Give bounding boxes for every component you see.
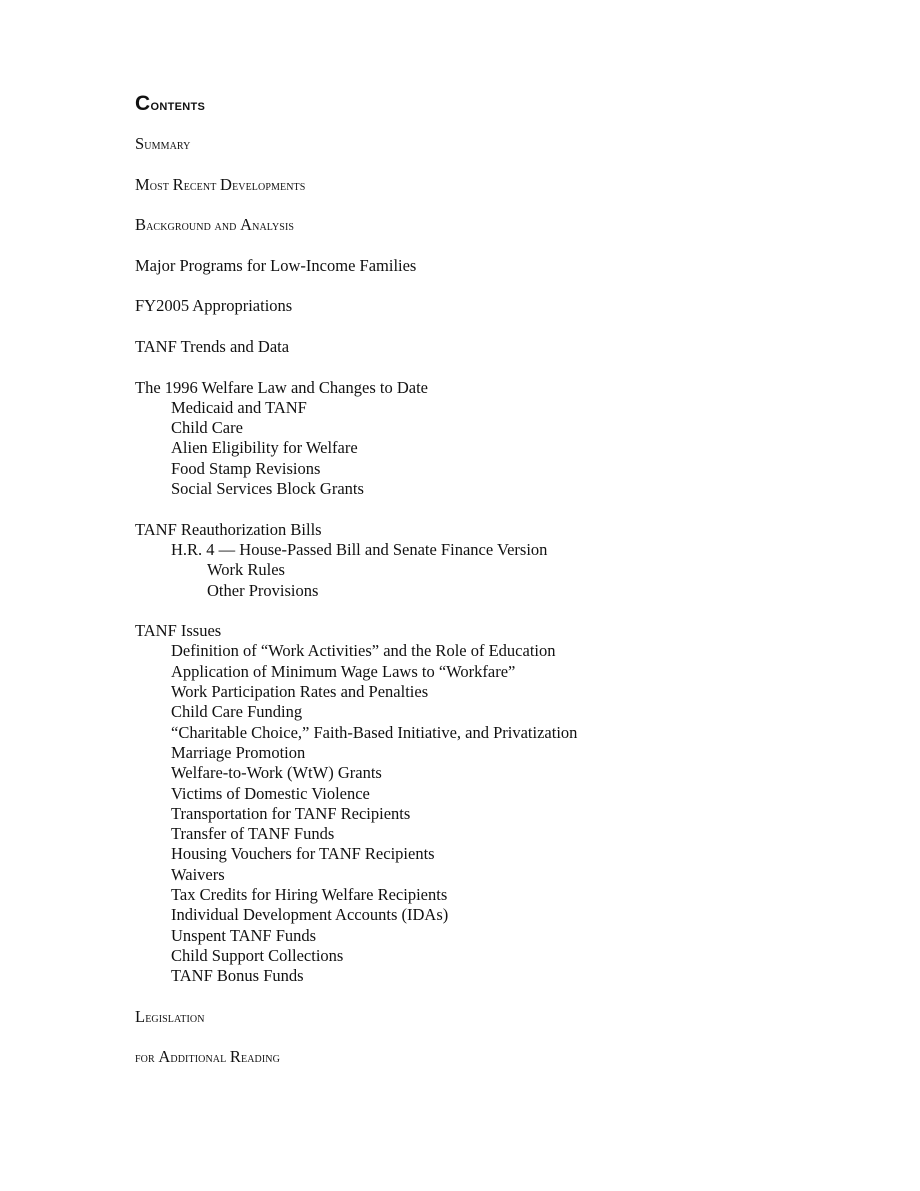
toc-welfare-law-subitems bbox=[135, 398, 855, 499]
toc-subitem[interactable]: Transportation for TANF Recipients bbox=[171, 803, 411, 823]
toc-subitem[interactable]: Victims of Domestic Violence bbox=[171, 783, 370, 803]
toc-page bbox=[135, 92, 855, 1068]
toc-hr4-subitems bbox=[135, 560, 855, 601]
toc-summary[interactable]: Summary bbox=[135, 134, 191, 153]
toc-subitem[interactable]: Housing Vouchers for TANF Recipients bbox=[171, 844, 435, 864]
table-of-contents bbox=[135, 134, 855, 1068]
toc-subitem[interactable]: Child Care Funding bbox=[171, 702, 303, 722]
contents-heading bbox=[135, 92, 855, 118]
toc-subitem[interactable]: Welfare-to-Work (WtW) Grants bbox=[171, 763, 382, 783]
toc-subitem[interactable]: Social Services Block Grants bbox=[171, 479, 364, 499]
toc-tanf-issues-subitems bbox=[135, 641, 855, 986]
toc-additional-reading[interactable]: for Additional Reading bbox=[135, 1047, 280, 1067]
toc-subitem[interactable]: Marriage Promotion bbox=[171, 742, 306, 762]
toc-subitem[interactable]: Waivers bbox=[171, 864, 225, 884]
toc-subitem[interactable]: Alien Eligibility for Welfare bbox=[171, 438, 358, 458]
toc-tanf-trends[interactable]: TANF Trends and Data bbox=[135, 336, 290, 356]
toc-subitem[interactable]: Unspent TANF Funds bbox=[171, 925, 317, 945]
toc-most-recent-developments[interactable]: Most Recent Developments bbox=[135, 174, 306, 194]
contents-heading-text: Contents bbox=[135, 92, 206, 115]
toc-subitem[interactable]: Child Support Collections bbox=[171, 945, 344, 965]
toc-subitem[interactable]: Individual Development Accounts (IDAs) bbox=[171, 905, 449, 925]
toc-welfare-law[interactable]: The 1996 Welfare Law and Changes to Date bbox=[135, 377, 428, 397]
toc-subitem[interactable]: TANF Bonus Funds bbox=[171, 966, 304, 986]
toc-major-programs[interactable]: Major Programs for Low-Income Families bbox=[135, 255, 417, 275]
toc-reauthorization-bills[interactable]: TANF Reauthorization Bills bbox=[135, 519, 322, 539]
toc-subitem[interactable]: Definition of “Work Activities” and the Role of Education bbox=[171, 641, 556, 661]
toc-fy2005-appropriations[interactable]: FY2005 Appropriations bbox=[135, 296, 293, 316]
toc-subitem[interactable]: “Charitable Choice,” Faith-Based Initiative, and Privatization bbox=[171, 722, 578, 742]
toc-tanf-issues[interactable]: TANF Issues bbox=[135, 621, 222, 641]
toc-subitem[interactable]: Food Stamp Revisions bbox=[171, 458, 321, 478]
toc-subitem[interactable]: Child Care bbox=[171, 418, 243, 438]
toc-subitem[interactable]: Tax Credits for Hiring Welfare Recipients bbox=[171, 884, 448, 904]
toc-background-and-analysis[interactable]: Background and Analysis bbox=[135, 215, 295, 235]
toc-subitem[interactable]: Application of Minimum Wage Laws to “Workfare” bbox=[171, 661, 516, 681]
toc-hr4[interactable]: H.R. 4 — House-Passed Bill and Senate Finance Version bbox=[171, 539, 548, 559]
toc-subitem[interactable]: Work Rules bbox=[207, 560, 285, 580]
toc-subitem[interactable]: Medicaid and TANF bbox=[171, 397, 307, 417]
toc-subitem[interactable]: Other Provisions bbox=[207, 580, 319, 600]
toc-subitem[interactable]: Transfer of TANF Funds bbox=[171, 824, 335, 844]
toc-legislation[interactable]: Legislation bbox=[135, 1006, 205, 1026]
toc-subitem[interactable]: Work Participation Rates and Penalties bbox=[171, 682, 429, 702]
